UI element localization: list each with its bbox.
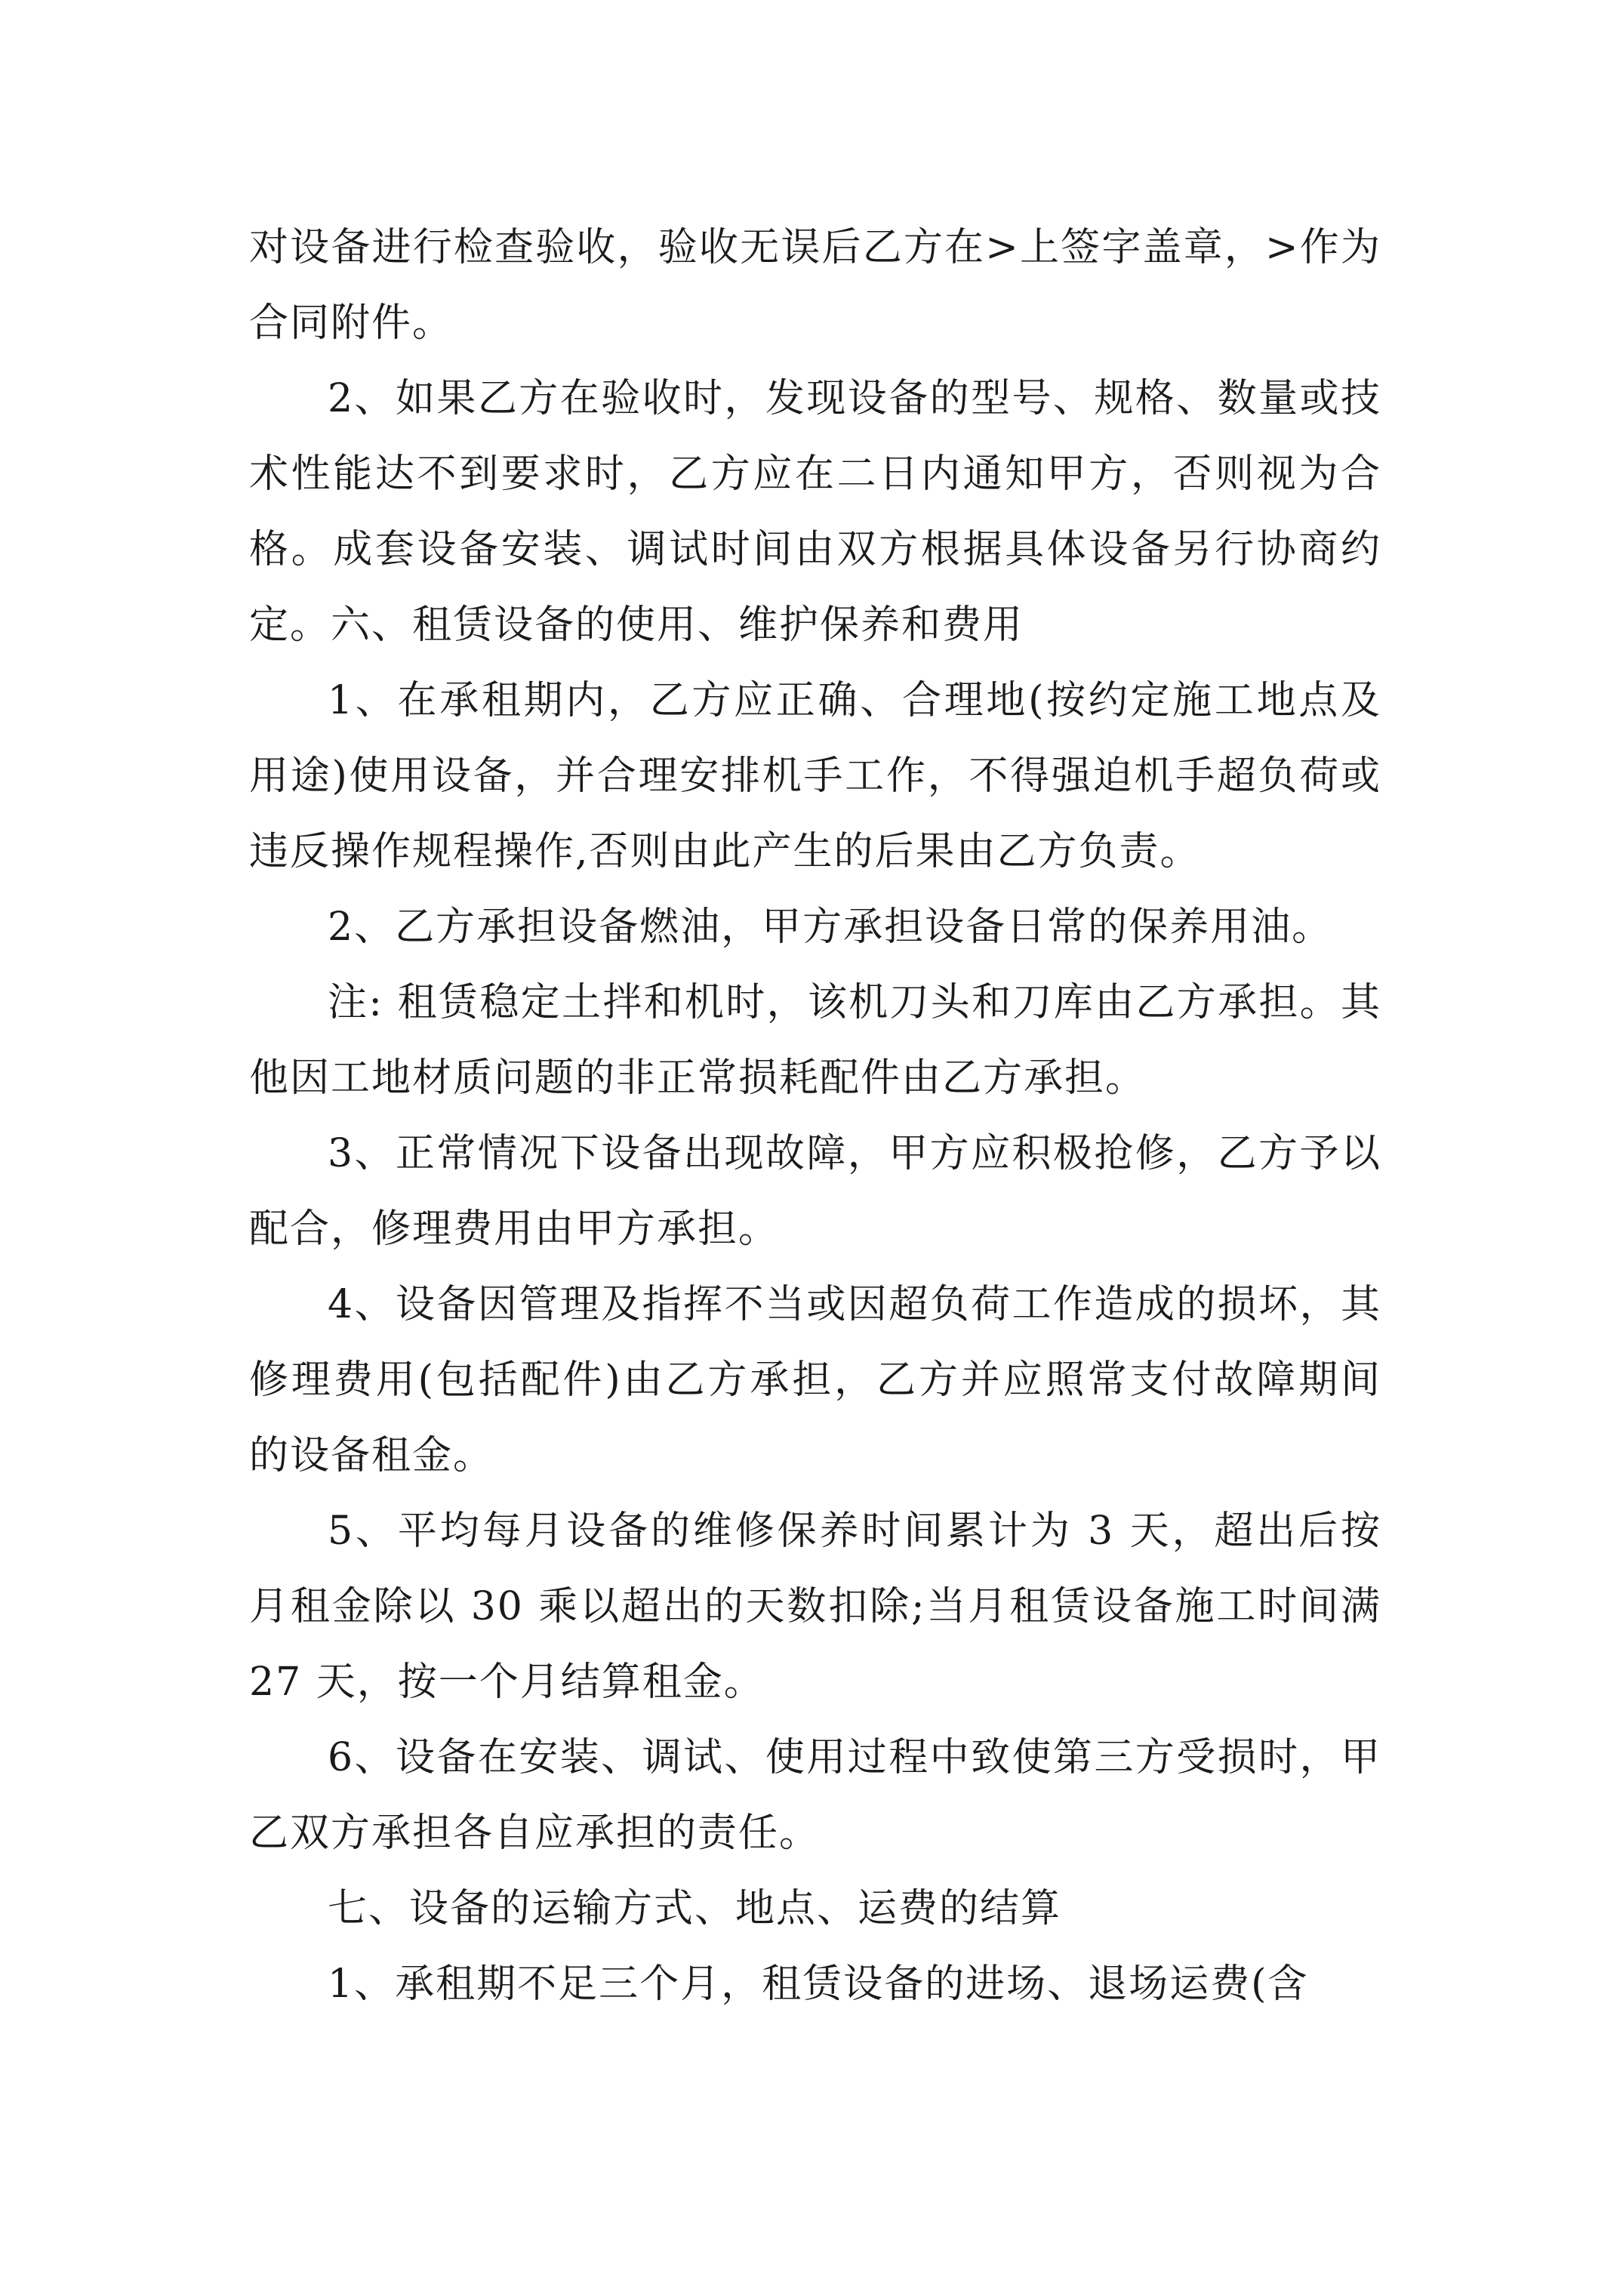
paragraph: 对设备进行检查验收，验收无误后乙方在>上签字盖章，>作为合同附件。 <box>249 225 1381 346</box>
paragraph: 3、正常情况下设备出现故障，甲方应积极抢修，乙方予以配合，修理费用由甲方承担。 <box>249 1131 1381 1252</box>
paragraph: 2、乙方承担设备燃油，甲方承担设备日常的保养用油。 <box>328 905 1333 950</box>
paragraph: 注: 租赁稳定土拌和机时，该机刀头和刀库由乙方承担。其他因工地材质问题的非正常损耗配件由乙方承担。 <box>249 980 1381 1101</box>
paragraph: 4、设备因管理及指挥不当或因超负荷工作造成的损坏，其修理费用(包括配件)由乙方承担，乙方并应照常支付故障期间的设备租金。 <box>249 1282 1381 1478</box>
paragraph: 1、承租期不足三个月，租赁设备的进场、退场运费(含 <box>328 1962 1309 2007</box>
document-body <box>249 210 1381 2022</box>
paragraph: 1、在承租期内，乙方应正确、合理地(按约定施工地点及用途)使用设备，并合理安排机手工作，不得强迫机手超负荷或违反操作规程操作,否则由此产生的后果由乙方负责。 <box>249 678 1381 874</box>
section-heading: 七、设备的运输方式、地点、运费的结算 <box>328 1886 1062 1931</box>
paragraph: 6、设备在安装、调试、使用过程中致使第三方受损时，甲乙双方承担各自应承担的责任。 <box>249 1735 1381 1856</box>
paragraph: 5、平均每月设备的维修保养时间累计为 3 天，超出后按月租金除以 30 乘以超出的天数扣除;当月租赁设备施工时间满 27 天，按一个月结算租金。 <box>249 1509 1381 1705</box>
paragraph: 2、如果乙方在验收时，发现设备的型号、规格、数量或技术性能达不到要求时，乙方应在二日内通知甲方，否则视为合格。成套设备安装、调试时间由双方根据具体设备另行协商约定。六、租赁设备的使用、维护保养和费用 <box>249 376 1381 648</box>
